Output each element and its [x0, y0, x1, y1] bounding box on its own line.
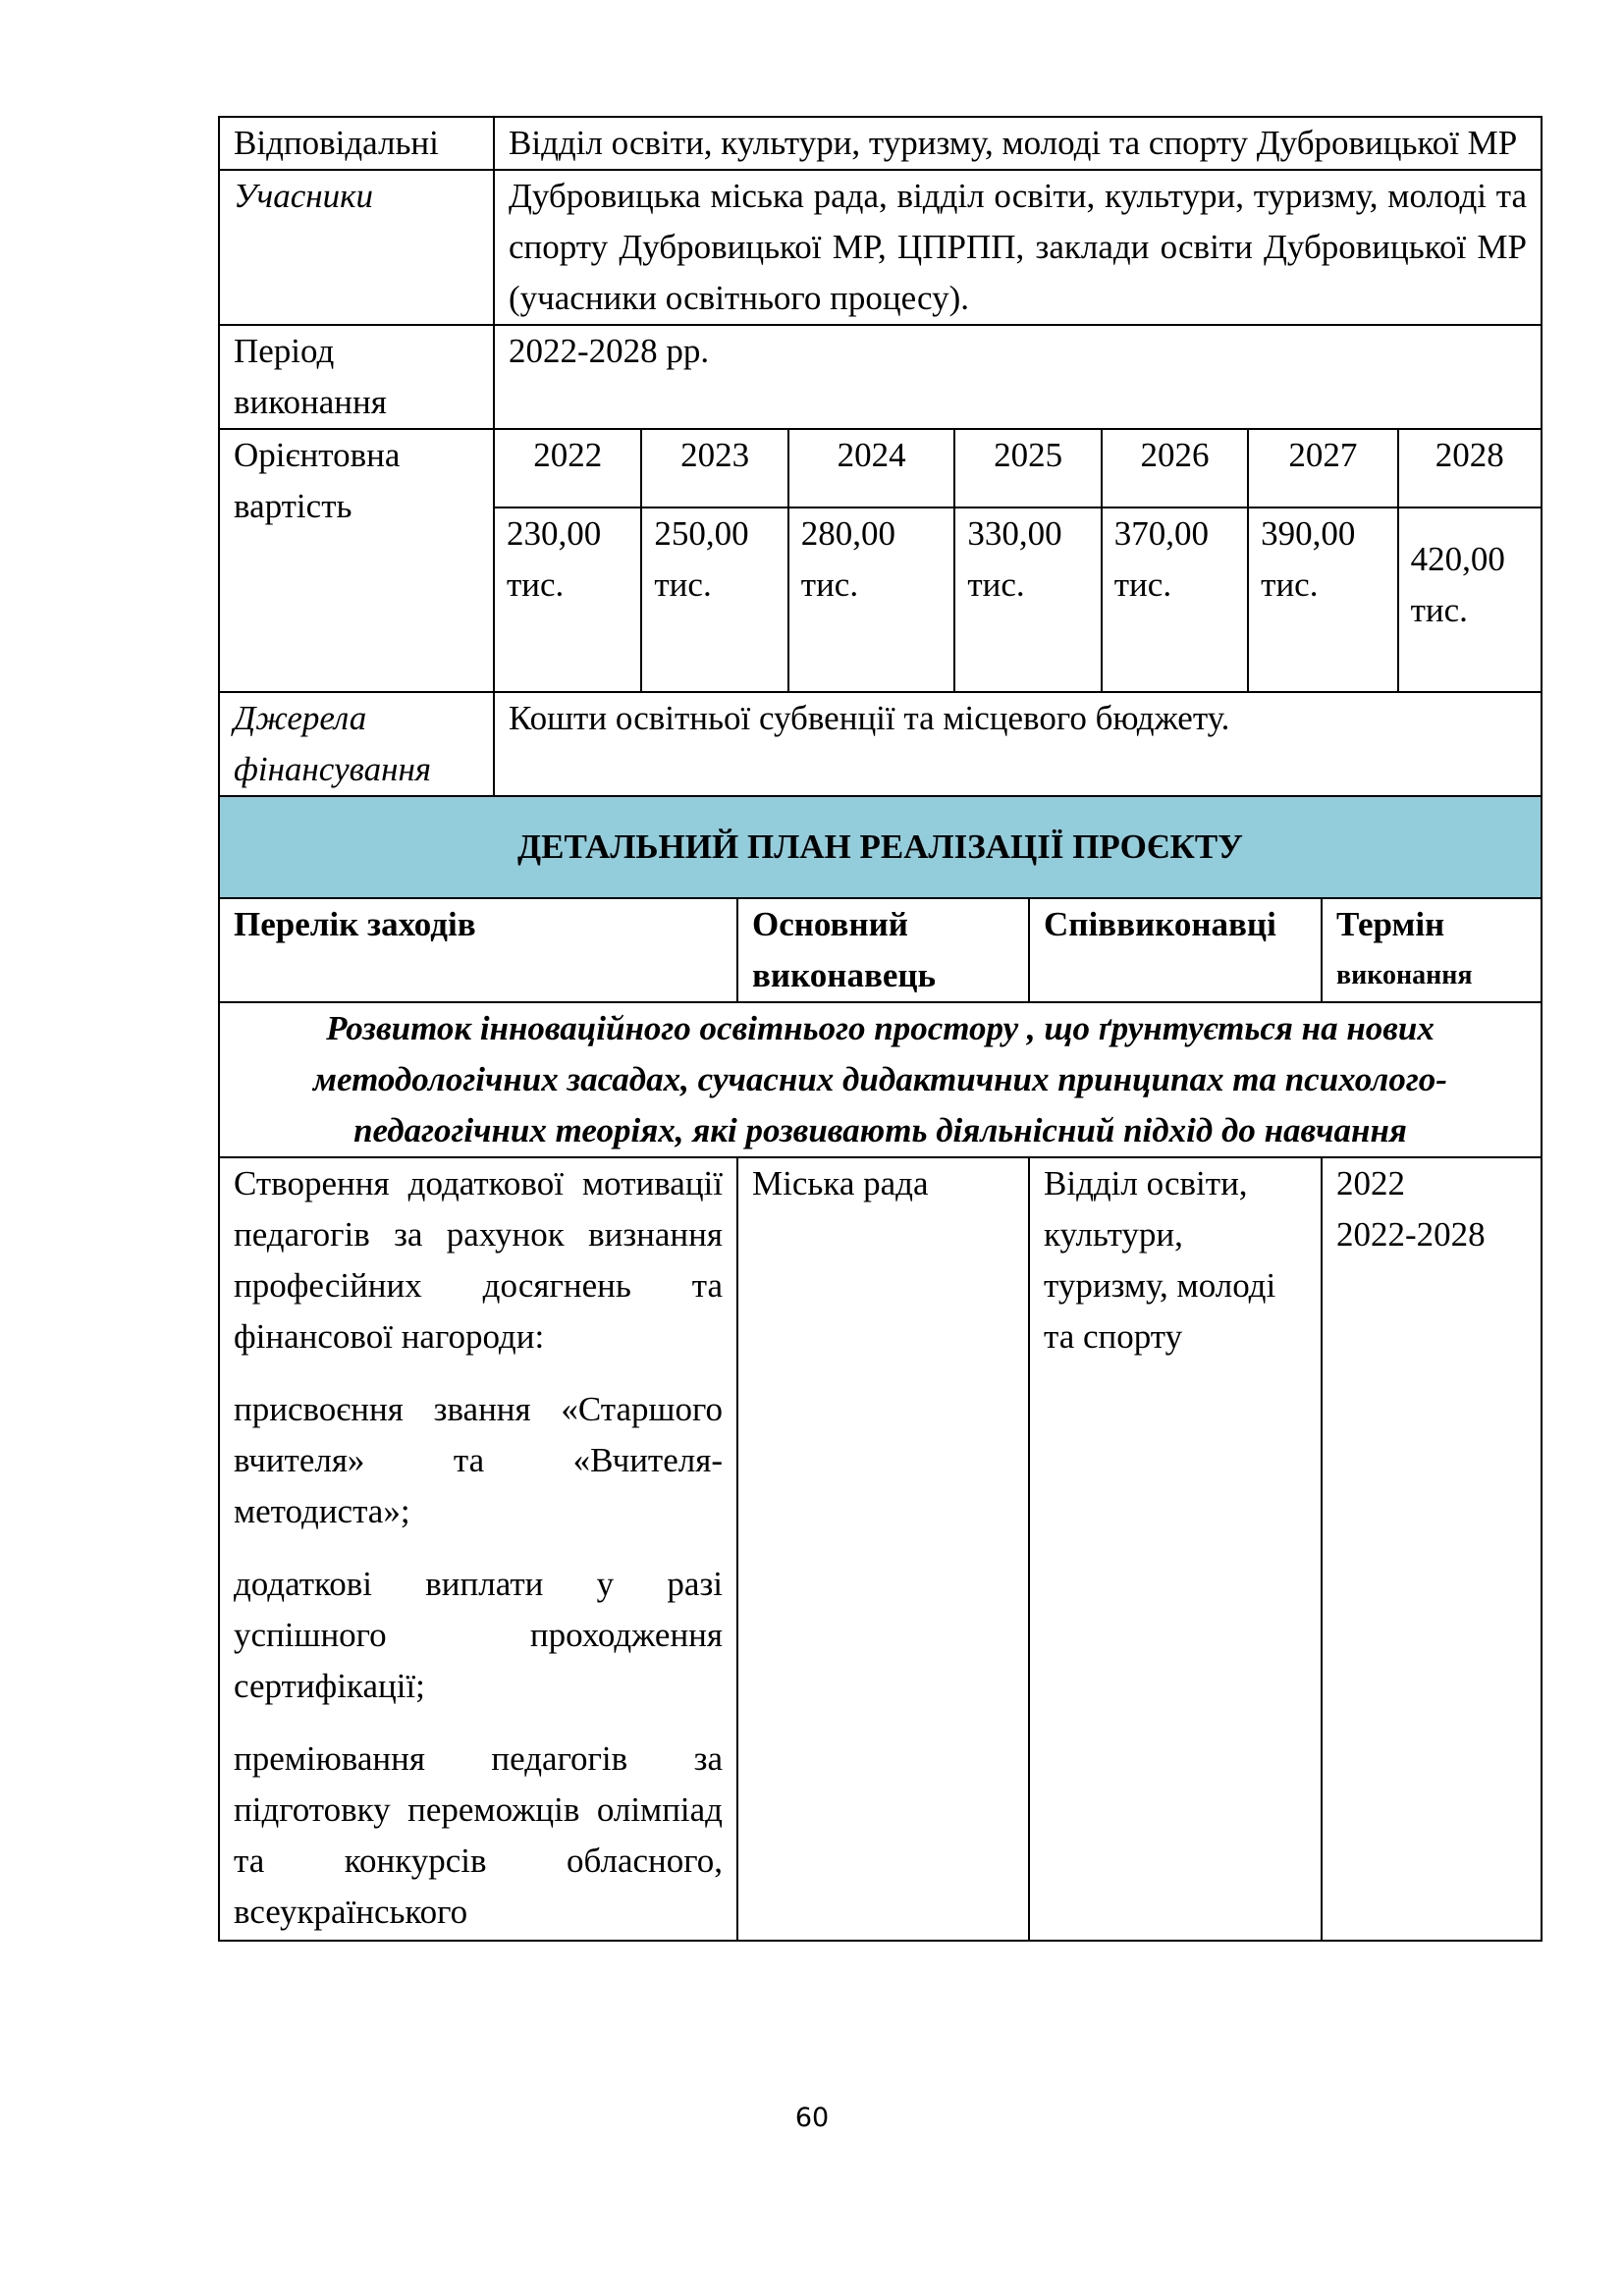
- participants-label: Учасники: [219, 170, 494, 325]
- funding-label: Джерела фінансування: [219, 692, 494, 796]
- goal-row: [219, 1002, 1542, 1157]
- header-co-executors: Співвиконавці: [1029, 898, 1322, 1002]
- cost-year: 2023: [641, 430, 787, 507]
- measure-paragraph: присвоєння звання «Старшого вчителя» та «Вчителя-методиста»;: [234, 1390, 723, 1530]
- plan-banner: ДЕТАЛЬНИЙ ПЛАН РЕАЛІЗАЦІЇ ПРОЄКТУ: [219, 796, 1542, 898]
- plan-row: [219, 1157, 1542, 1941]
- cost-years-row: [495, 430, 1541, 507]
- cost-year: 2025: [954, 430, 1101, 507]
- co-executors-cell: Відділ освіти, культури, туризму, молоді та спорту: [1029, 1157, 1322, 1941]
- term-line1: 2022: [1336, 1164, 1405, 1202]
- measure-paragraph: преміювання педагогів за підготовку переможців олімпіад та конкурсів обласного, всеукраїнського: [234, 1739, 723, 1931]
- cost-row: [219, 429, 1542, 692]
- funding-value: Кошти освітньої субвенції та місцевого бюджету.: [494, 692, 1542, 796]
- cost-year: 2024: [788, 430, 955, 507]
- cost-amount: 230,00 тис.: [495, 507, 641, 691]
- cost-amount: 330,00 тис.: [954, 507, 1101, 691]
- participants-row: [219, 170, 1542, 325]
- responsible-value: Відділ освіти, культури, туризму, молоді та спорту Дубровицької МР: [494, 117, 1542, 170]
- cost-amount: 390,00 тис.: [1248, 507, 1397, 691]
- cost-amount: 370,00 тис.: [1102, 507, 1248, 691]
- cost-label: Орієнтовна вартість: [219, 429, 494, 692]
- header-measures: Перелік заходів: [219, 898, 737, 1002]
- header-term: [1322, 898, 1542, 1002]
- cost-amount: 280,00 тис.: [788, 507, 955, 691]
- cost-cell: [494, 429, 1542, 692]
- period-value: 2022-2028 рр.: [494, 325, 1542, 429]
- cost-year: 2022: [495, 430, 641, 507]
- term-cell: [1322, 1157, 1542, 1941]
- cost-amount: 420,00 тис.: [1398, 507, 1541, 691]
- measure-paragraph: Створення додаткової мотивації педагогів за рахунок визнання професійних досягнень та фінансової нагороди:: [234, 1164, 723, 1356]
- page-number: 60: [794, 2103, 830, 2133]
- cost-amounts-row: [495, 507, 1541, 691]
- period-label: Період виконання: [219, 325, 494, 429]
- main-executor-cell: Міська рада: [737, 1157, 1029, 1941]
- cost-year: 2027: [1248, 430, 1397, 507]
- participants-value: Дубровицька міська рада, відділ освіти, культури, туризму, молоді та спорту Дубровицької МР, ЦПРПП, заклади освіти Дубровицької МР (учасники освітнього процесу).: [494, 170, 1542, 325]
- measure-paragraph: додаткові виплати у разі успішного проходження сертифікації;: [234, 1565, 723, 1705]
- term-line2: 2022-2028: [1336, 1215, 1486, 1254]
- cost-amount: 250,00 тис.: [641, 507, 787, 691]
- plan-header-row: [219, 898, 1542, 1002]
- period-row: [219, 325, 1542, 429]
- responsible-row: [219, 117, 1542, 170]
- measures-cell: [219, 1157, 737, 1941]
- responsible-label: Відповідальні: [219, 117, 494, 170]
- plan-banner-row: [219, 796, 1542, 898]
- header-term-line1: Термін: [1336, 905, 1445, 943]
- cost-year: 2028: [1398, 430, 1541, 507]
- goal-text: Розвиток інноваційного освітнього простору , що ґрунтується на нових методологічних засадах, сучасних дидактичних принципах та психолого-педагогічних теоріях, які розвивають діяльнісний підхід до навчання: [219, 1002, 1542, 1157]
- cost-table: [495, 430, 1541, 691]
- header-main-executor: Основний виконавець: [737, 898, 1029, 1002]
- header-term-line2: виконання: [1336, 960, 1473, 990]
- cost-year: 2026: [1102, 430, 1248, 507]
- project-table: [218, 116, 1543, 1942]
- funding-row: [219, 692, 1542, 796]
